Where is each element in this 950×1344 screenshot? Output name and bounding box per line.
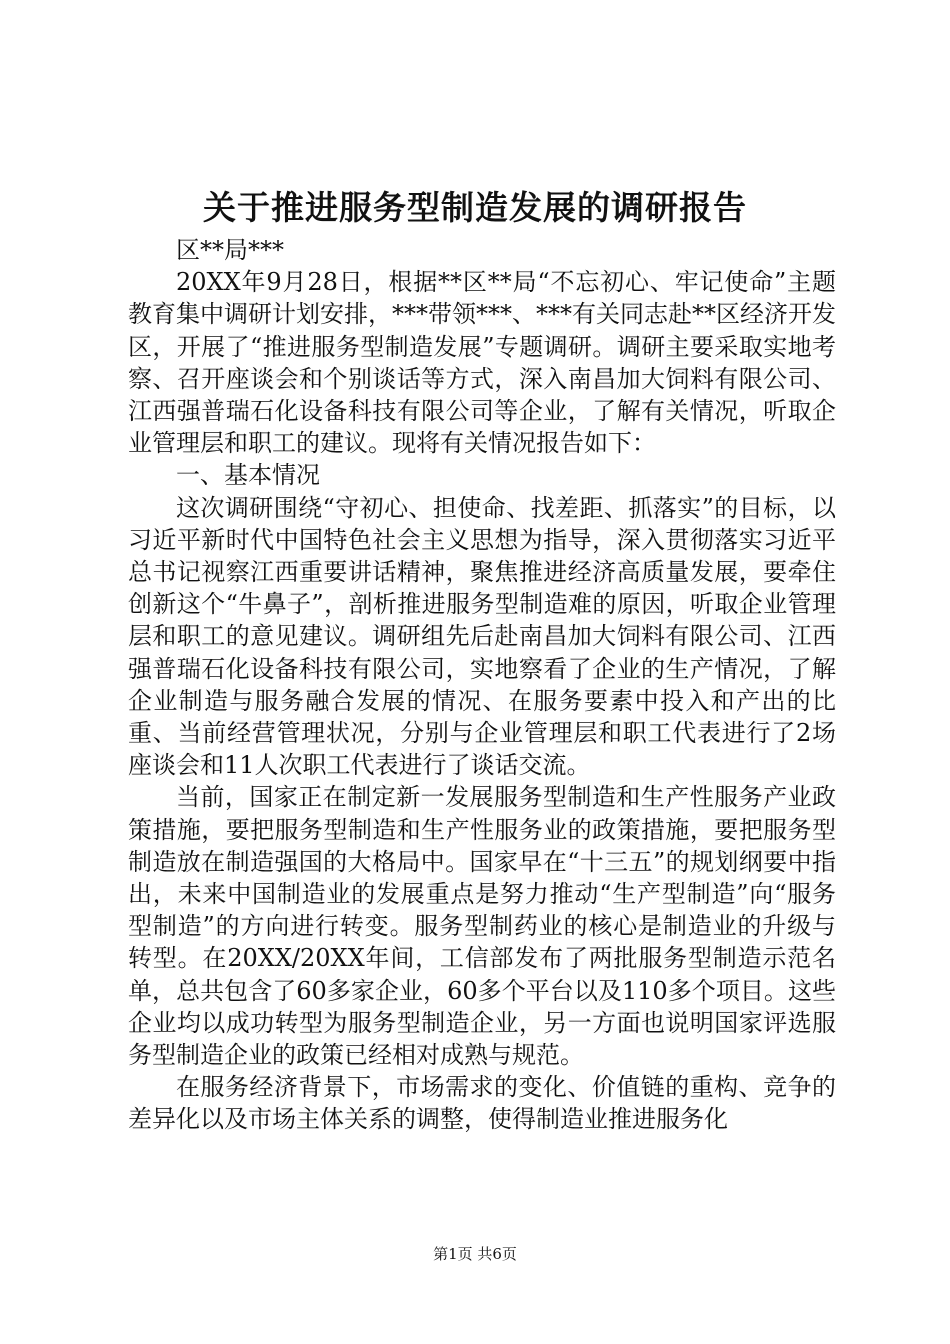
paragraph-service-economy: 在服务经济背景下，市场需求的变化、价值链的重构、竞争的差异化以及市场主体关系的调整，使得制造业推进服务化	[128, 1073, 836, 1134]
paragraph-intro: 20XX年9月28日，根据**区**局“不忘初心、牢记使命”主题教育集中调研计划安排，***带领***、***有关同志赴**区经济开发区，开展了“推进服务型制造发展”专题调研。调研主要采取实地考察、召开座谈会和个别谈话等方式，深入南昌加大饲料有限公司、江西强普瑞石化设备科技有限公司等企业，了解有关情况，听取企业管理层和职工的建议。现将有关情况报告如下：	[128, 268, 836, 458]
paragraph-national-policy: 当前，国家正在制定新一发展服务型制造和生产性服务产业政策措施，要把服务型制造和生产性服务业的政策措施，要把服务型制造放在制造强国的大格局中。国家早在“十三五”的规划纲要中指出，未来中国制造业的发展重点是努力推动“生产型制造”向“服务型制造”的方向进行转变。服务型制药业的核心是制造业的升级与转型。在20XX/20XX年间，工信部发布了两批服务型制造示范名单，总共包含了60多家企业，60多个平台以及110多个项目。这些企业均以成功转型为服务型制造企业，另一方面也说明国家评选服务型制造企业的政策已经相对成熟与规范。	[128, 783, 836, 1070]
document-body	[128, 234, 836, 1136]
section-heading-basic: 一、基本情况	[176, 461, 320, 490]
paragraph-research-goal: 这次调研围绕“守初心、担使命、找差距、抓落实”的目标，以习近平新时代中国特色社会主义思想为指导，深入贯彻落实习近平总书记视察江西重要讲话精神，聚焦推进经济高质量发展，要牵住创新这个“牛鼻子”，剖析推进服务型制造难的原因，听取企业管理层和职工的意见建议。调研组先后赴南昌加大饲料有限公司、江西强普瑞石化设备科技有限公司，实地察看了企业的生产情况，了解企业制造与服务融合发展的情况、在服务要素中投入和产出的比重、当前经营管理状况，分别与企业管理层和职工代表进行了2场座谈会和11人次职工代表进行了谈话交流。	[128, 493, 836, 780]
author-line: 区**局***	[176, 236, 284, 264]
document-title: 关于推进服务型制造发展的调研报告	[203, 188, 747, 227]
page-number-footer: 第1页 共6页	[433, 1245, 517, 1263]
